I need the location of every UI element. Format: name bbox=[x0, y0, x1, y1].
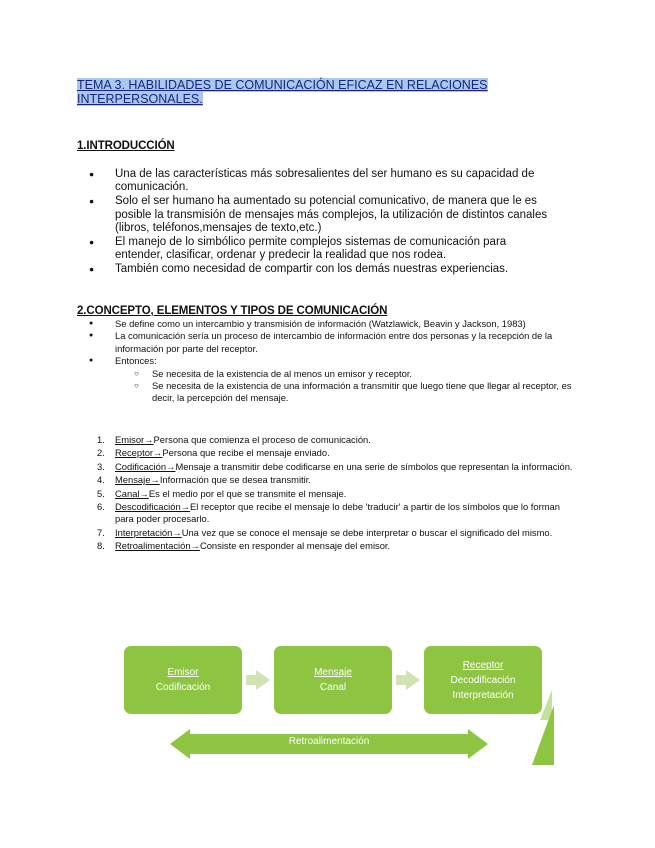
feedback-arrow bbox=[170, 732, 488, 756]
item-desc: Persona que recibe el mensaje enviado. bbox=[162, 447, 330, 459]
item-term: Receptor→ bbox=[115, 447, 163, 459]
decorative-corner-shape bbox=[532, 705, 554, 765]
feedback-label: Retroalimentación bbox=[288, 736, 370, 747]
box-label: Interpretación bbox=[452, 689, 514, 701]
item-desc: Consiste en responder al mensaje del emisor. bbox=[199, 539, 391, 551]
list-item bbox=[77, 540, 577, 552]
intro-bullet-list bbox=[77, 168, 557, 277]
item-term: Descodificación→ bbox=[115, 500, 191, 512]
item-desc: Persona que comienza el proceso de comunicación. bbox=[153, 434, 371, 445]
list-item bbox=[77, 488, 577, 500]
box-label: Codificación bbox=[155, 682, 211, 693]
concept-bullet-list bbox=[77, 318, 577, 405]
list-item bbox=[77, 461, 577, 473]
sub-list-item: ○ Se necesita de la existencia de al menos un emisor y receptor. bbox=[77, 368, 577, 380]
item-term: Codificación→ bbox=[115, 460, 176, 472]
item-desc: Información que se desea transmitir. bbox=[159, 474, 311, 486]
communication-process-diagram bbox=[110, 640, 550, 780]
list-item: ● Entonces: bbox=[77, 355, 577, 367]
list-item bbox=[77, 501, 577, 525]
list-item: ● La comunicación sería un proceso de intercambio de información entre dos personas y la recepción de la información por parte del receptor. bbox=[77, 330, 577, 355]
item-term: Interpretación→ bbox=[115, 526, 182, 538]
item-desc: El receptor que recibe el mensaje lo debe 'traducir' a partir de los símbolos que lo forman para poder procesarlo. bbox=[115, 500, 560, 525]
item-desc: Es el medio por el que se transmite el mensaje. bbox=[148, 487, 347, 499]
emisor-box bbox=[124, 646, 242, 714]
item-term: Retroalimentación→ bbox=[115, 539, 200, 551]
section2-heading: 2.CONCEPTO, ELEMENTOS Y TIPOS DE COMUNICACIÓN bbox=[77, 305, 388, 317]
item-number: 4. bbox=[97, 474, 105, 486]
list-item bbox=[77, 527, 577, 539]
box-label: Decodificación bbox=[450, 674, 516, 686]
item-number: 3. bbox=[97, 460, 105, 472]
document-title: TEMA 3. HABILIDADES DE COMUNICACIÓN EFICAZ EN RELACIONES INTERPERSONALES. bbox=[77, 78, 488, 106]
item-number: 8. bbox=[97, 539, 105, 551]
item-number: 5. bbox=[97, 487, 105, 499]
list-item bbox=[77, 434, 577, 446]
item-number: 6. bbox=[97, 500, 105, 512]
item-term: Canal→ bbox=[115, 487, 149, 499]
receptor-box bbox=[424, 646, 542, 714]
mensaje-box bbox=[274, 646, 392, 714]
list-item: ● También como necesidad de compartir con los demás nuestras experiencias. bbox=[77, 263, 557, 276]
item-desc: Mensaje a transmitir debe codificarse en una serie de símbolos que representan la información. bbox=[175, 460, 573, 472]
item-term: Emisor→ bbox=[115, 434, 154, 445]
list-item bbox=[77, 447, 577, 459]
box-label: Mensaje bbox=[314, 667, 352, 678]
elements-numbered-list bbox=[77, 434, 577, 553]
item-number: 7. bbox=[97, 526, 105, 538]
item-number: 2. bbox=[97, 447, 105, 459]
list-item: ● El manejo de lo simbólico permite complejos sistemas de comunicación para entender, clasificar, ordenar y predecir la realidad que nos rodea. bbox=[77, 236, 557, 263]
section1-heading: 1.INTRODUCCIÓN bbox=[77, 140, 175, 152]
item-term: Mensaje→ bbox=[115, 474, 160, 486]
list-item bbox=[77, 474, 577, 486]
item-number: 1. bbox=[97, 434, 105, 445]
right-arrow-icon bbox=[256, 670, 270, 690]
list-item: ● Solo el ser humano ha aumentado su potencial comunicativo, de manera que le es posible la transmisión de mensajes más complejos, la utilización de distintos canales (libros, teléfonos,mensajes de texto,etc.) bbox=[77, 195, 557, 235]
sub-list-item: ○ Se necesita de la existencia de una información a transmitir que luego tiene que llegar al receptor, es decir, la percepción del mensaje. bbox=[77, 380, 577, 405]
list-item: ● Se define como un intercambio y transmisión de información (Watzlawick, Beavin y Jackson, 1983) bbox=[77, 318, 577, 330]
item-desc: Una vez que se conoce el mensaje se debe interpretar o buscar el significado del mismo. bbox=[181, 526, 553, 538]
list-item: ● Una de las características más sobresalientes del ser humano es su capacidad de comunicación. bbox=[77, 168, 557, 195]
right-arrow-icon bbox=[406, 670, 420, 690]
box-label: Emisor bbox=[167, 667, 199, 678]
box-label: Canal bbox=[319, 682, 347, 693]
box-label: Receptor bbox=[462, 659, 504, 671]
